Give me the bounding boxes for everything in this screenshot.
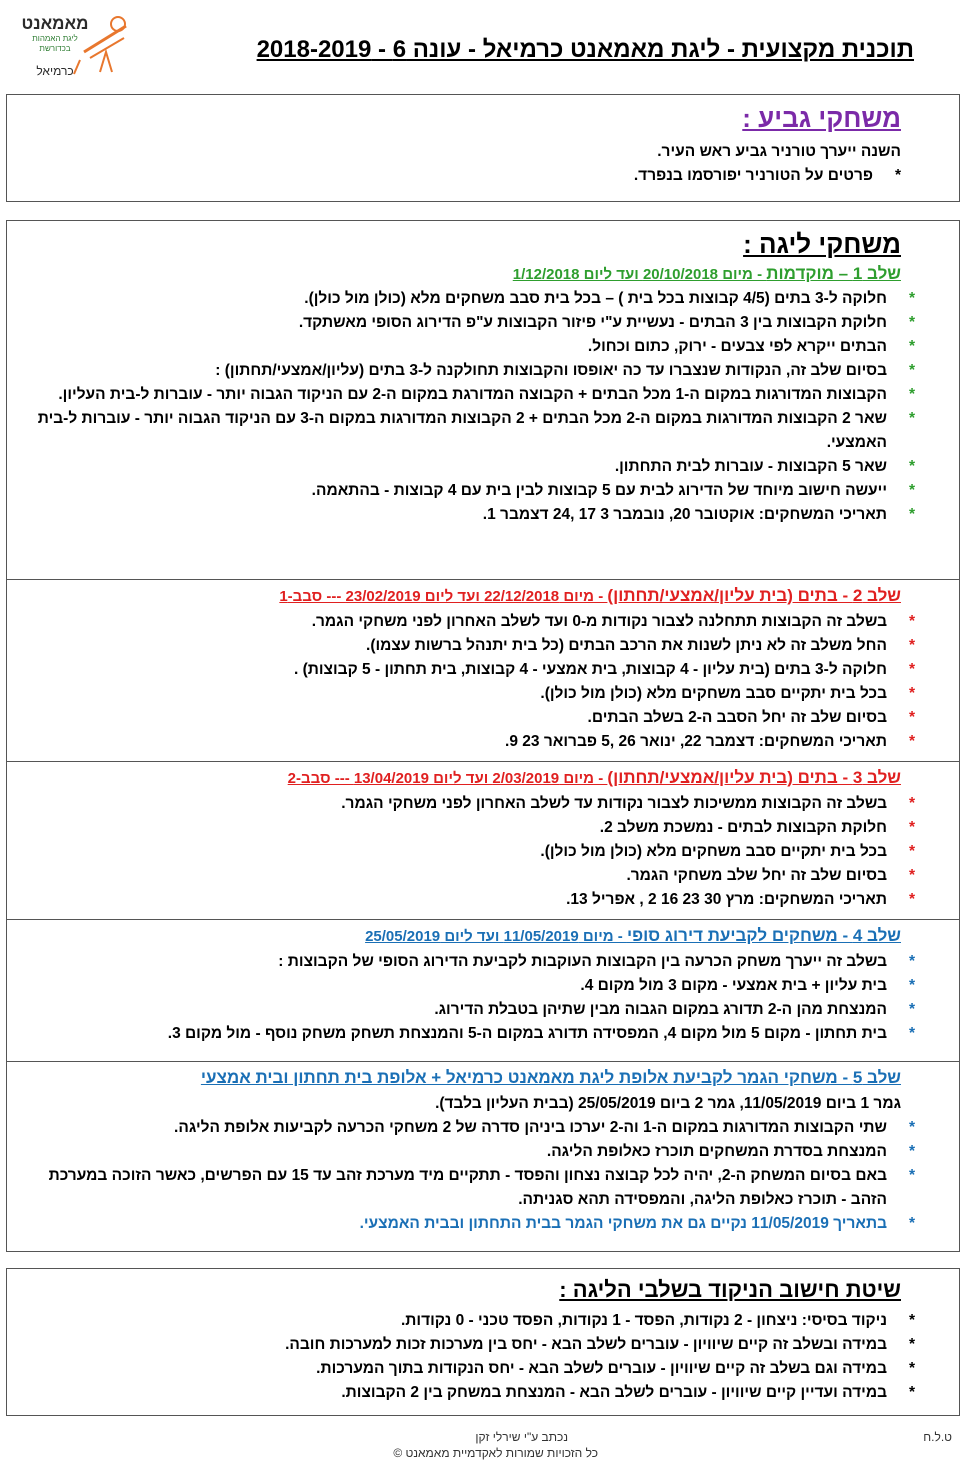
list-item xyxy=(17,950,915,974)
scoring-list xyxy=(7,1309,959,1405)
league-games-title: משחקי ליגה : xyxy=(743,229,901,259)
stage-1-heading: שלב 1 – מוקדמות - מיום 20/10/2018 ועד ליום 1/12/2018 xyxy=(512,264,901,283)
asterisk-icon: * xyxy=(908,290,915,307)
list-item xyxy=(17,1381,915,1405)
asterisk-icon: * xyxy=(908,637,915,654)
list-item-text: חלוקה ל-3 בתים (4/5 קבוצות בכל בית ) – בכל בית סבב משחקים מלא (כולן מול כולן). xyxy=(304,290,887,307)
list-item-text: שאר 5 הקבוצות - עוברות לבית התחתון. xyxy=(614,458,887,475)
asterisk-icon: * xyxy=(908,1025,915,1042)
list-item: * פרטים על הטורניר יפורסמו בנפרד. xyxy=(17,164,873,188)
list-item-text: הבתים ייקרא לפי צבעים - ירוק, כתום וכחול. xyxy=(587,338,887,355)
asterisk-icon: * xyxy=(908,685,915,702)
list-item xyxy=(17,503,915,527)
list-item xyxy=(17,311,915,335)
list-item xyxy=(17,634,915,658)
asterisk-icon: * xyxy=(908,506,915,523)
list-item-text: באם בסיום המשחק ה-2, יהיה לכל קבוצה נצחון והפסד - תתקיים מיד מערכת זהב עד 15 עם הפרשים, כאשר הזוכה במערכת הזהב - תוכרז כאלופת הליגה, והמפסידה תהא סגניתה. xyxy=(48,1167,887,1208)
asterisk-icon: * xyxy=(908,1360,915,1377)
asterisk-icon: * xyxy=(908,977,915,994)
cup-games-list xyxy=(7,164,959,188)
asterisk-icon: * xyxy=(908,362,915,379)
list-item-text: הקבוצות המדורגות במקום ה-1 מכל הבתים + הקבוצה המדורגת במקום ה-2 עם הניקוד הגבוה יותר - עוברות ל-בית העליון. xyxy=(58,386,887,403)
list-item-text: שאר 2 הקבוצות המדורגות במקום ה-2 מכל הבתים + 2 הקבוצות המדורגות במקום ה-3 עם הניקוד הגבוה יותר - עוברות ל-בית האמצעי. xyxy=(37,410,887,451)
stage-2-list xyxy=(7,610,959,754)
list-item-text: בשלב זה הקבוצות ממשיכות לצבור נקודות עד לשלב האחרון לפני משחקי הגמר. xyxy=(341,795,887,812)
list-item-text: שתי הקבוצות המדורגות במקום ה-1 וה-2 יערכו ביניהן סדרה של 2 משחקי הכרעה לקביעות אלופת הליגה. xyxy=(174,1119,887,1136)
asterisk-icon: * xyxy=(908,1384,915,1401)
asterisk-icon: * xyxy=(908,338,915,355)
asterisk-icon: * xyxy=(908,1336,915,1353)
asterisk-icon: * xyxy=(908,1215,915,1232)
asterisk-icon: * xyxy=(908,733,915,750)
list-item xyxy=(17,658,915,682)
logo xyxy=(14,12,134,78)
list-item-text: בסיום שלב זה, הנקודות שנצברו עד כה יאופסו והקבוצות תחולקנה ל-3 בתים (עליון/אמצעי/תחתון) : xyxy=(215,362,887,379)
copyright: כל הזכויות שמורות לאקדמיית מאמאנט © xyxy=(393,1446,598,1460)
scoring-title: שיטת חישוב הניקוד בשלבי הליגה : xyxy=(559,1277,901,1302)
stage-1-list xyxy=(7,287,959,527)
list-item-text: בשלב זה הקבוצות תתחלנה לצבור נקודות מ-0 ועד לשלב האחרון לפני משחקי הגמר. xyxy=(311,613,887,630)
list-item xyxy=(17,479,915,503)
list-item-text: במידה וגם בשלב זה קיים שיוויון - עוברים לשלב הבא - יחס הנקודות בתוך המערכות. xyxy=(316,1360,887,1377)
stage-1-section xyxy=(7,221,959,579)
asterisk-icon: * xyxy=(908,386,915,403)
asterisk-icon: * xyxy=(908,867,915,884)
list-item xyxy=(17,383,915,407)
cup-games-box xyxy=(6,94,960,202)
stage-4-heading: שלב 4 - משחקים לקביעת דירוג סופי - מיום 11/05/2019 ועד ליום 25/05/2019 xyxy=(365,926,901,945)
stage-5-heading: שלב 5 - משחקי הגמר לקביעת אלופת ליגת מאמאנט כרמיאל + אלופת בית תחתון ובית אמצעי xyxy=(200,1068,901,1087)
list-item xyxy=(17,1357,915,1381)
list-item-text: ניקוד בסיסי: ניצחון - 2 נקודות, הפסד - 1 נקודות, הפסד טכני - 0 נקודות. xyxy=(400,1312,887,1329)
stage-2-heading: שלב 2 - בתים (בית עליון/אמצעי/תחתון) - מיום 22/12/2018 ועד ליום 23/02/2019 --- סבב-1 xyxy=(279,586,901,605)
list-item xyxy=(17,1212,915,1236)
asterisk-icon: * xyxy=(908,314,915,331)
logo-sub: ליגת האמהות בכדורשת xyxy=(32,34,78,53)
asterisk-icon: * xyxy=(908,1119,915,1136)
list-item-text: בשלב זה ייערך משחק הכרעה בין הקבוצות העוקבות לקביעת הדירוג הסופי של הקבוצות : xyxy=(278,953,887,970)
stage-4-section xyxy=(7,919,959,1061)
stage-5-section xyxy=(7,1061,959,1251)
list-item xyxy=(17,287,915,311)
asterisk-icon: * xyxy=(908,482,915,499)
list-item xyxy=(17,1333,915,1357)
list-item-text: החל משלב זה לא ניתן לשנות את הרכב הבתים (כל בית יתנהל ברשות עצמו). xyxy=(366,637,887,654)
page-header xyxy=(8,8,962,80)
list-item-text: בית עליון + בית אמצעי - מקום 3 מול מקום 4. xyxy=(580,977,887,994)
page-title: תוכנית מקצועית - ליגת מאמאנט כרמיאל - עונה 6 - 2018-2019 xyxy=(256,36,914,63)
asterisk-icon: * xyxy=(908,1143,915,1160)
list-item xyxy=(17,1309,915,1333)
asterisk-icon: * xyxy=(908,410,915,427)
asterisk-icon: * xyxy=(908,709,915,726)
list-item-text: בסיום שלב זה יחל הסבב ה-2 בשלב הבתים. xyxy=(587,709,887,726)
stage-2-section xyxy=(7,579,959,761)
list-item xyxy=(17,682,915,706)
asterisk-icon: * xyxy=(908,953,915,970)
list-item xyxy=(17,816,915,840)
list-item xyxy=(17,1140,915,1164)
list-item-text: חלוקת הקבוצות בין 3 הבתים - נעשיית ע"י פיזור הקבוצות ע"פ הדירוג הסופי מאשתקד. xyxy=(298,314,887,331)
asterisk-icon: * xyxy=(908,613,915,630)
logo-text xyxy=(20,14,90,78)
asterisk-icon: * xyxy=(908,1312,915,1329)
list-item-text: במידה ובשלב זה קיים שיוויון - עוברים לשלב הבא - יחס בין מערכות זכות למערכות חובה. xyxy=(285,1336,887,1353)
stage-5-list xyxy=(7,1116,959,1236)
list-item xyxy=(17,840,915,864)
list-item xyxy=(17,610,915,634)
asterisk-icon: * xyxy=(908,795,915,812)
list-item xyxy=(17,455,915,479)
list-item xyxy=(17,407,915,455)
asterisk-icon: * xyxy=(908,891,915,908)
asterisk-icon: * xyxy=(908,819,915,836)
list-item-text: בסיום שלב זה יחל שלב משחקי הגמר. xyxy=(626,867,887,884)
list-item xyxy=(17,1164,915,1212)
list-item-text: ייעשה חישוב מיוחד של הדירוג לבית עם 5 קבוצות לבין בית עם 4 קבוצות - בהתאמה. xyxy=(311,482,887,499)
written-by: נכתב ע"י שירלי זקן xyxy=(475,1430,568,1444)
scoring-box xyxy=(6,1268,960,1416)
stage-3-list xyxy=(7,792,959,912)
tlh-note: ט.ל.ח xyxy=(923,1430,952,1444)
asterisk-icon: * xyxy=(908,661,915,678)
list-item-text: תאריכי המשחקים: מרץ 30 23 16 2 , אפריל 13. xyxy=(566,891,887,908)
list-item-text: במידה ועדיין קיים שיוויון - עוברים לשלב הבא - המנצחת במשחק בין 2 הקבוצות. xyxy=(341,1384,887,1401)
cup-games-title: משחקי גביע : xyxy=(742,103,901,133)
stage-5-dates: גמר 1 ביום 11/05/2019, גמר 2 ביום 25/05/2019 (בבית העליון בלבד). xyxy=(435,1095,901,1112)
list-item-text: תאריכי המשחקים: אוקטובר 20, נובמבר 3 17 ,24 דצמבר 1. xyxy=(482,506,887,523)
list-item xyxy=(17,706,915,730)
league-games-box xyxy=(6,220,960,1252)
asterisk-icon: * xyxy=(908,843,915,860)
asterisk-icon: * xyxy=(908,458,915,475)
logo-main: מאמאנט xyxy=(21,14,89,33)
asterisk-icon: * xyxy=(908,1001,915,1018)
list-item xyxy=(17,974,915,998)
list-item xyxy=(17,359,915,383)
stage-3-section xyxy=(7,761,959,919)
list-item xyxy=(17,1022,915,1046)
list-item xyxy=(17,888,915,912)
list-item xyxy=(17,864,915,888)
list-item-text: חלוקת הקבוצות לבתים - נמשכת משלב 2. xyxy=(599,819,887,836)
stage-4-list xyxy=(7,950,959,1046)
list-item xyxy=(17,335,915,359)
list-item xyxy=(17,998,915,1022)
list-item-text: המנצחת מהן ה-2 תדורג במקום הגבוה מבין שתיהן בטבלת הדירוג. xyxy=(434,1001,887,1018)
stage-3-heading: שלב 3 - בתים (בית עליון/אמצעי/תחתון) - מיום 2/03/2019 ועד ליום 13/04/2019 --- סבב-2 xyxy=(287,768,901,787)
list-item-text: המנצחת בסדרת המשחקים תוכרז כאלופת הליגה. xyxy=(546,1143,887,1160)
list-item-text: חלוקה ל-3 בתים (בית עליון - 4 קבוצות, בית אמצעי - 4 קבוצות, בית תחתון - 5 קבוצות) . xyxy=(293,661,887,678)
list-item xyxy=(17,730,915,754)
logo-city: כרמיאל xyxy=(36,64,74,78)
list-item-text: בכל בית יתקיים סבב משחקים מלא (כולן מול כולן). xyxy=(540,843,887,860)
list-item-text: בית תחתון - מקום 5 מול מקום 4, המפסידה תדורג במקום ה-5 והמנצחת תשחק משחק נוסף - מול מקום 3. xyxy=(167,1025,887,1042)
list-item-text: בתאריך 11/05/2019 נקיים גם את משחקי הגמר בבית התחתון ובבית האמצעי. xyxy=(359,1215,887,1232)
list-item-text: בכל בית יתקיים סבב משחקים מלא (כולן מול כולן). xyxy=(540,685,887,702)
list-item-text: תאריכי המשחקים: דצמבר 22, ינואר 26 ,5 פברואר 23 9. xyxy=(505,733,887,750)
list-item xyxy=(17,792,915,816)
list-item xyxy=(17,1116,915,1140)
asterisk-icon: * xyxy=(894,167,901,184)
asterisk-icon: * xyxy=(908,1167,915,1184)
cup-games-line: השנה ייערך טורניר גביע ראש העיר. xyxy=(657,143,901,160)
